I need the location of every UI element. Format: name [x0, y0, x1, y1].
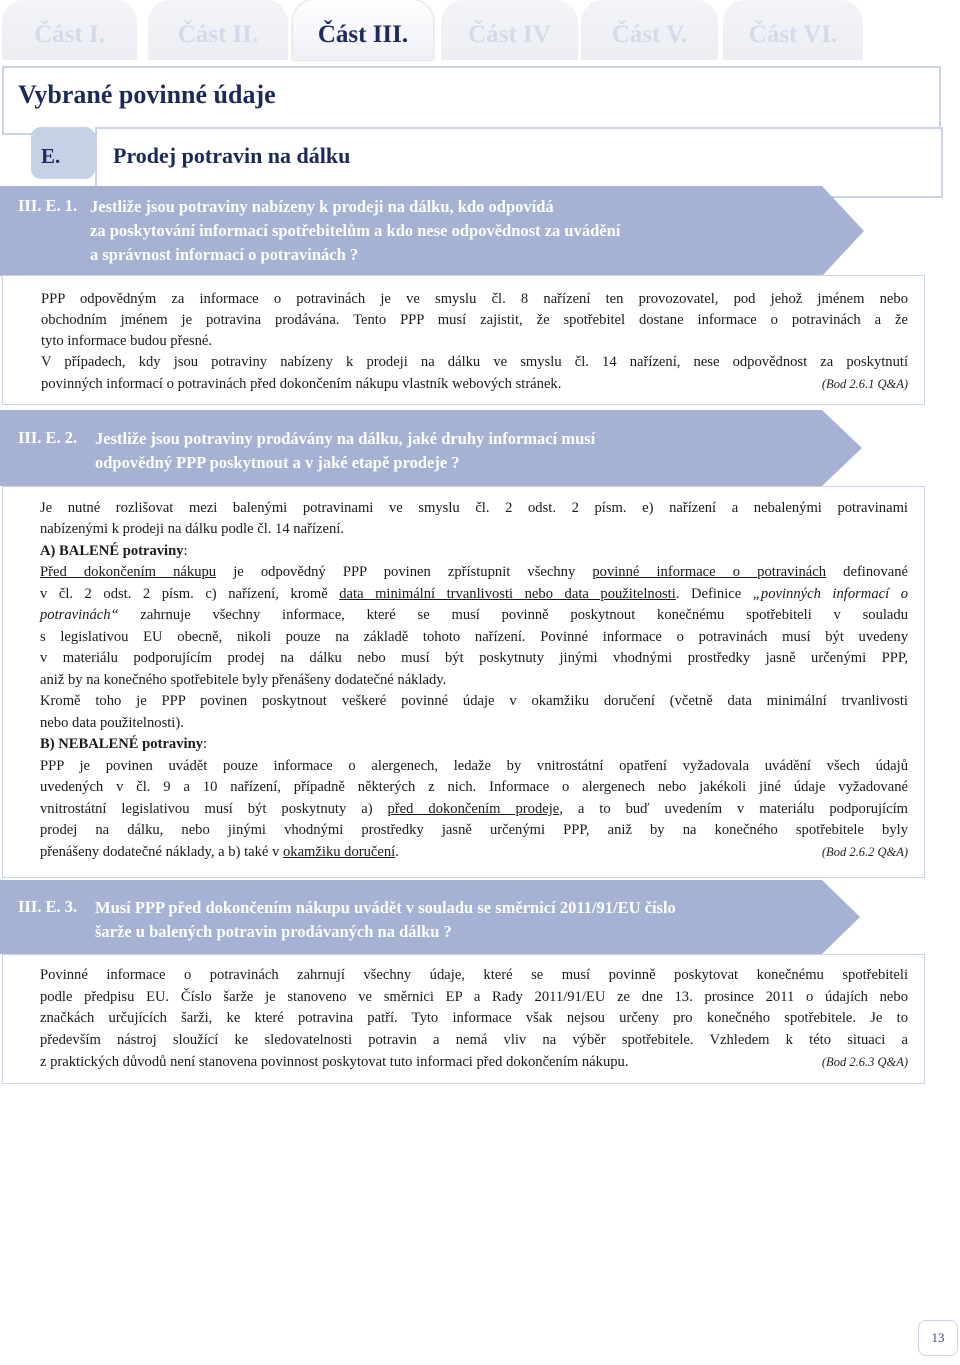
reference-note: (Bod 2.6.2 Q&A) — [821, 845, 908, 859]
tab-part-6[interactable]: Část VI. — [723, 0, 863, 60]
text-run: . — [395, 844, 399, 860]
question-line: Jestliže jsou potraviny nabízeny k prodeji na dálku, kdo odpovídá — [90, 197, 554, 216]
subheading-unpackaged: B) NEBALENÉ potraviny: — [40, 736, 208, 752]
text-run: , a to buď uvedením v materiálu podporujícím — [559, 801, 908, 817]
question-line: odpovědný PPP poskytnout a v jaké etapě prodeje ? — [95, 453, 460, 472]
question-text — [95, 427, 595, 475]
answer-line: nebo data použitelnosti). — [40, 715, 184, 731]
question-line: Jestliže jsou potraviny prodávány na dálku, jaké druhy informací musí — [95, 429, 596, 448]
question-line: Musí PPP před dokončením nákupu uvádět v souladu se směrnicí 2011/91/EU číslo — [95, 898, 676, 917]
answer-line: PPP odpovědným za informace o potravinách je ve smyslu čl. 8 nařízení ten provozovatel, pod jehož jménem nebo — [41, 291, 908, 307]
answer-line: Kromě toho je PPP povinen poskytnout veškeré povinné údaje v okamžiku doručení (včetně data minimální trvanlivosti — [40, 693, 908, 709]
question-number: III. E. 3. — [18, 897, 78, 916]
question-banner-3 — [0, 880, 870, 954]
subheading-text: A) BALENÉ potraviny — [40, 543, 184, 559]
italic-text: potravinách“ — [40, 607, 119, 623]
question-number: III. E. 1. — [18, 196, 78, 215]
tab-part-2[interactable]: Část II. — [148, 0, 288, 60]
underlined-text: data minimální trvanlivosti nebo data použitelnosti — [339, 586, 676, 602]
answer-line: aniž by na konečného spotřebitele byly přenášeny dodatečné náklady. — [40, 672, 447, 688]
answer-box-2 — [2, 486, 925, 878]
answer-line — [40, 799, 908, 819]
answer-line: povinných informací o potravinách před dokončením nákupu vlastník webových stránek. — [41, 376, 562, 392]
tab-part-3[interactable]: Část III. — [293, 0, 433, 60]
tab-part-4[interactable]: Část IV — [441, 0, 578, 60]
reference-note: (Bod 2.6.3 Q&A) — [821, 1055, 908, 1069]
text-run: vnitrostátní legislativou musí být poskytnuty a) — [40, 801, 388, 817]
question-banner-2 — [0, 410, 870, 486]
answer-line: nabízenými k prodeji na dálku podle čl. 14 nařízení. — [40, 521, 344, 537]
answer-line: v materiálu podporujícím prodej na dálku nebo musí být poskytnuty jinými vhodnými prostředky jasně určenými PPP, — [40, 650, 908, 666]
answer-line — [40, 605, 908, 625]
tab-part-1[interactable]: Část I. — [2, 0, 137, 60]
answer-body — [40, 498, 908, 877]
answer-line: obchodním jménem je potravina prodávána. Tento PPP musí zajistit, že spotřebitel dostane informace o potravinách a že — [41, 312, 908, 328]
text-run: . Definice — [675, 586, 753, 602]
answer-line: prodej na dálku, nebo jinými vhodnými prostředky jasně určenými PPP, aniž by na konečného spotřebitele byly — [40, 822, 908, 838]
answer-body — [41, 286, 908, 404]
text-run: definované — [826, 564, 909, 580]
answer-line: především nástroj sloužící ke sledovatelnosti potravin a nemá vliv na výběr spotřebitele. Vzhledem k této situaci a — [40, 1032, 908, 1048]
question-line: a správnost informací o potravinách ? — [90, 245, 359, 264]
answer-line: Povinné informace o potravinách zahrnují všechny údaje, které se musí povinně poskytovat konečnému spotřebiteli — [40, 967, 908, 983]
question-number: III. E. 2. — [18, 428, 78, 447]
answer-box-3 — [2, 954, 925, 1084]
answer-line: s legislativou EU obecně, nikoli pouze na základě tohoto nařízení. Povinné informace o potravinách musí být uvedeny — [40, 629, 908, 645]
text-run: přenášeny dodatečné náklady, a b) také v — [40, 844, 283, 860]
text-run: v čl. 2 odst. 2 písm. c) nařízení, kromě — [40, 586, 340, 602]
answer-line — [40, 562, 908, 582]
answer-line: podle předpisu EU. Číslo šarže je stanoveno ve směrnici EP a Rady 2011/91/EU ze dne 13. prosince 2011 o údajích nebo — [40, 989, 908, 1005]
underlined-text: Před dokončením nákupu — [40, 564, 217, 580]
underlined-text: před dokončením prodeje — [387, 801, 560, 817]
subheading-text: B) NEBALENÉ potraviny — [40, 736, 203, 752]
text-run: je odpovědný PPP povinen zpřístupnit všechny — [216, 564, 593, 580]
page-number: 13 — [918, 1320, 958, 1356]
question-banner-1 — [0, 186, 870, 276]
tab-part-5[interactable]: Část V. — [581, 0, 718, 60]
answer-line: Je nutné rozlišovat mezi balenými potravinami ve smyslu čl. 2 odst. 2 písm. e) nařízení a nebalenými potravinami — [40, 500, 908, 516]
page-title: Vybrané povinné údaje — [2, 66, 941, 135]
answer-line — [40, 842, 908, 862]
answer-line: uvedených v čl. 9 a 10 nařízení, případně některých z nich. Informace o alergenech nebo jakékoli jiné údaje vyžadované — [40, 779, 908, 795]
question-line: šarže u balených potravin prodávaných na dálku ? — [95, 922, 452, 941]
reference-note: (Bod 2.6.1 Q&A) — [821, 377, 908, 391]
subheading-packaged: A) BALENÉ potraviny: — [40, 543, 188, 559]
answer-box-1 — [2, 275, 925, 405]
italic-text: „povinných informací o — [752, 586, 909, 602]
section-title: Prodej potravin na dálku — [95, 127, 943, 198]
answer-line: PPP je povinen uvádět pouze informace o alergenech, ledaže by vnitrostátní opatření vyžadovala uvádění všech údajů — [40, 758, 908, 774]
answer-line: z praktických důvodů není stanovena povinnost poskytovat tuto informaci před dokončením nákupu. — [40, 1054, 629, 1070]
text-run: zahrnuje všechny informace, které se musí povinně poskytnout konečnému spotřebiteli v souladu — [118, 607, 908, 623]
answer-line: tyto informace budou přesné. — [41, 333, 213, 349]
question-text — [95, 896, 676, 944]
answer-body — [40, 965, 908, 1083]
question-line: za poskytování informací spotřebitelům a kdo nese odpovědnost za uvádění — [90, 221, 621, 240]
question-text — [90, 195, 620, 267]
section-letter: E. — [31, 127, 95, 179]
answer-line: V případech, kdy jsou potraviny nabízeny k prodeji na dálku ve smyslu čl. 14 nařízení, nese odpovědnost za poskytnutí — [41, 354, 908, 370]
underlined-text: povinné informace o potravinách — [592, 564, 827, 580]
underlined-text: okamžiku doručení — [282, 844, 396, 860]
answer-line — [40, 584, 908, 604]
answer-line: značkách určujících šarži, ke které potravina patří. Tyto informace však nejsou určeny pro konečného spotřebitele. Je to — [40, 1010, 908, 1026]
